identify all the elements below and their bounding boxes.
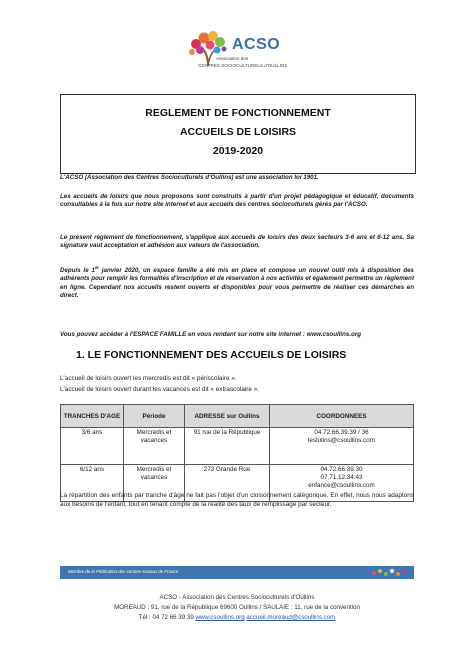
federation-band xyxy=(60,566,414,579)
footer-contact xyxy=(0,614,474,621)
coord-phone: 04.72.66.39.39 / 36 xyxy=(314,429,369,436)
intro-periscolaire: L'accueil de loisirs ouvert les mercredis est dit « périscolaire ». xyxy=(60,375,237,382)
logo-wordmark: ACSO xyxy=(232,36,281,53)
title-box xyxy=(60,94,416,174)
paragraph-projects: Les accueils de loisirs que nous proposons sont construits à partir d'un projet pédagogique et éducatif, documents consultables à la fois sur notre site internet et aux accueils des centres socioculturels gérés par l'ACSO. xyxy=(60,193,414,209)
website-link[interactable]: www.csoullins.org xyxy=(195,614,245,621)
footer-phone: Tél : 04 72 66 39 39 xyxy=(138,614,196,621)
email-link[interactable]: accueil.moreaud@csoullins.com xyxy=(246,614,336,621)
cell-periode: Mercredis et vacances xyxy=(124,428,185,465)
section-title: 1. LE FONCTIONNEMENT DES ACCUEILS DE LOISIRS xyxy=(76,349,347,361)
cell-periode: Mercredis et vacances xyxy=(124,465,185,502)
coord-email: leslutins@csoullins.com xyxy=(308,437,375,445)
logo-subtitle-2: CENTRES SOCIOCULTURELS d'OULLINS xyxy=(198,63,288,68)
paragraph-reglement: Le présent règlement de fonctionnement, s'applique aux accueils de loisirs des deux secteurs 3-6 ans et 6-12 ans. Sa signature vaut acceptation et adhésion aux valeurs de l'association. xyxy=(60,234,414,250)
table-row xyxy=(61,428,414,465)
coord-phone: 04.72.66.39.30 xyxy=(320,466,363,473)
table-header-row xyxy=(61,405,414,428)
title-line-2: ACCUEILS DE LOISIRS xyxy=(179,126,297,138)
dots-decoration-icon xyxy=(370,568,410,577)
acso-logo xyxy=(186,30,298,80)
p4-rest: janvier 2020, un espace famille a été mis en place et compose un nouvel outil mis à disposition des adhérents pour remplir les formalités d'inscription et de réservation à nos activités et également permettre un règlement en ligne. Cependant nos accueils restent ouverts et disponibles pour vous permettre de réaliser ces démarches en direct. xyxy=(60,267,414,300)
header-coordonnees: COORDONNEES xyxy=(270,405,414,428)
cell-adresse: 91 rue de la République xyxy=(185,428,270,465)
title-line-1: REGLEMENT DE FONCTIONNEMENT xyxy=(145,107,331,119)
title-year: 2019-2020 xyxy=(212,145,264,157)
paragraph-repartition: La répartition des enfants par tranche d'âge ne fait pas l'objet d'un cloisonnement catégorique. En effet, nous nous adaptons aux besoins de l'enfant, tout en tenant compte de la réalité des taux de remplissage par secteur. xyxy=(60,492,414,508)
paragraph-association: L'ACSO (Association des Centres Socioculturels d'Oullins) est une association loi 1901. xyxy=(60,174,319,181)
header-periode: Période xyxy=(124,405,185,428)
p4-sup: er xyxy=(94,265,99,270)
federation-text: Membre de la Fédération des centres sociaux de France xyxy=(68,569,179,574)
coord-email: enfance@csoullins.com xyxy=(308,482,375,490)
footer-association: ACSO - Association des Centres Socioculturels d'Oullins xyxy=(159,594,315,601)
paragraph-website: Vous pouvez accéder à l'ESPACE FAMILLE en vous rendant sur notre site internet : www.csoullins.org xyxy=(60,331,362,338)
header-age: TRANCHES D'AGE xyxy=(61,405,124,428)
p4-prefix: Depuis le 1 xyxy=(60,267,95,275)
footer-addresses: MOREAUD : 91, rue de la République 69600 Oullins / SAULAIE : 11, rue de la convention xyxy=(114,604,360,611)
intro-extrascolaire: L'accueil de loisirs ouvert durant les vacances est dit « extrascolaire ». xyxy=(60,386,260,393)
cell-adresse: 273 Grande Rue xyxy=(185,465,270,502)
logo-subtitle-1: Association des xyxy=(216,56,249,61)
cell-age: 6/12 ans xyxy=(61,465,124,502)
cell-coordonnees xyxy=(270,428,414,465)
cell-age: 3/6 ans xyxy=(61,428,124,465)
paragraph-espace-famille xyxy=(60,264,414,301)
tranches-table xyxy=(60,404,414,502)
coord-mobile: 07.71.12.34.43 xyxy=(320,474,363,482)
header-adresse: ADRESSE sur Oullins xyxy=(185,405,270,428)
